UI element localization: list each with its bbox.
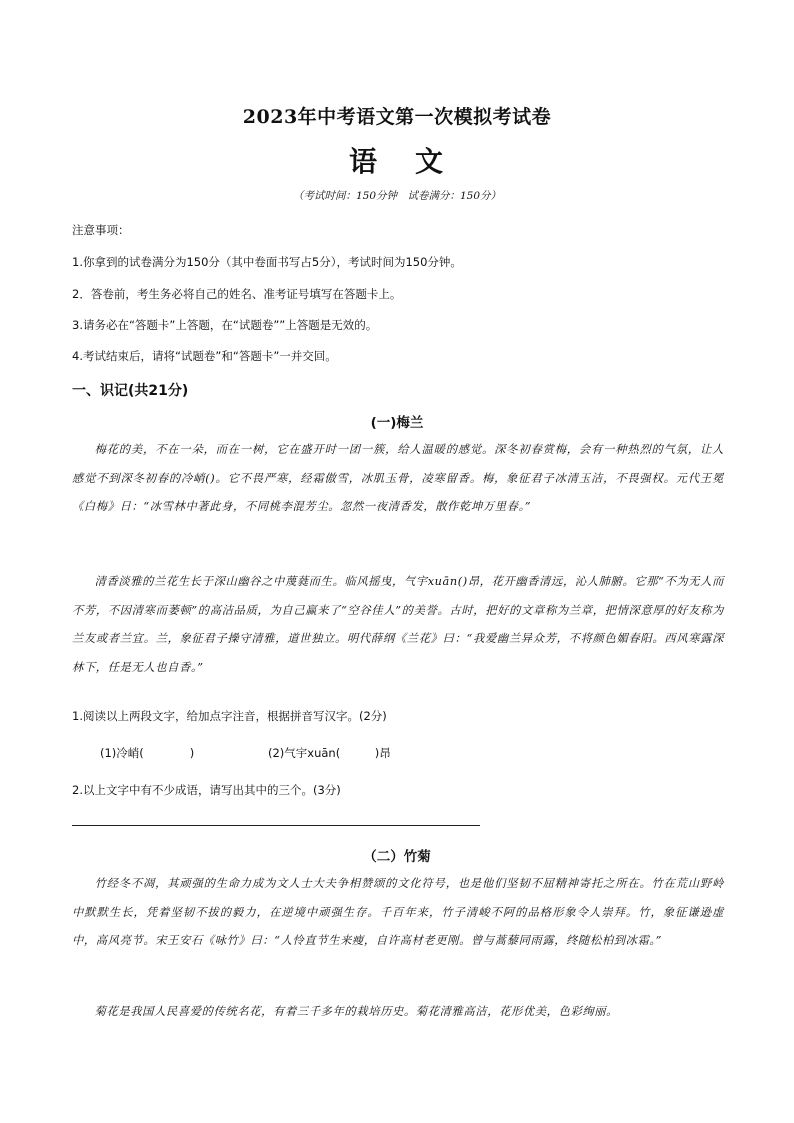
question-1-blanks — [100, 745, 391, 761]
part-title-bamboo-chrysanthemum: （二）竹菊 — [363, 849, 431, 865]
answer-line[interactable] — [72, 825, 480, 826]
question-2: 2.以上文字中有不少成语，请写出其中的三个。(3分) — [72, 783, 341, 797]
notice-item-3: 3.请务必在“答题卡”上答题，在“试题卷””上答题是无效的。 — [72, 318, 378, 332]
blank-2[interactable]: (2)气宇xuān( )昂 — [268, 746, 391, 760]
exam-info: （考试时间：150分钟 试卷满分：150分） — [292, 190, 502, 202]
paragraph-chrysanthemum: 菊花是我国人民喜爱的传统名花，有着三千多年的栽培历史。菊花清雅高洁，花形优美，色彩绚丽。 — [94, 1005, 619, 1018]
paragraph-bamboo: 竹经冬不凋，其顽强的生命力成为文人士大夫争相赞颂的文化符号，也是他们坚韧不屈精神寄托之所在。竹在荒山野岭中默默生长，凭着坚韧不拔的毅力，在逆境中顽强生存。千百年来，竹子清峻不阿的品格形象令人崇拜。竹，象征谦逊虚中，高风亮节。宋王安石《咏竹》曰：“人怜直节生来瘦，自许高材老更刚。曾与蒿藜同雨露，终随松柏到冰霜。” — [72, 877, 724, 947]
notice-heading: 注意事项： — [72, 223, 130, 237]
exam-title: 2023年中考语文第一次模拟考试卷 — [242, 106, 552, 128]
blank-1[interactable]: (1)冷峭( ) — [100, 746, 195, 760]
section-heading: 一、识记(共21分) — [72, 383, 189, 399]
question-1: 1.阅读以上两段文字，给加点字注音，根据拼音写汉字。(2分) — [72, 709, 387, 723]
paragraph-plum: 梅花的美，不在一朵，而在一树，它在盛开时一团一簇，给人温暖的感觉。深冬初春赏梅，会有一种热烈的气氛，让人感觉不到深冬初春的冷峭()。它不畏严寒，经霜傲雪，冰肌玉骨，凌寒留香。梅，象征君子冰清玉洁，不畏强权。元代王冕《白梅》日：“冰雪林中著此身，不同桃李混芳尘。忽然一夜清香发，散作乾坤万里春。” — [72, 443, 724, 513]
subject-title — [0, 140, 794, 180]
paragraph-orchid: 清香淡雅的兰花生长于深山幽谷之中蔑蕤而生。临风摇曳，气宇xuān()昂，花开幽香清远，沁人肺腑。它那“不为无人而不芳，不因清寒而萎顿”的高洁品质，为自己赢来了“空谷佳人”的美誉。古时，把好的文章称为兰章，把情深意厚的好友称为兰友或者兰宜。兰，象征君子操守清雅，道世独立。明代薛纲《兰花》曰：“我爱幽兰异众芳，不将颜色媚春阳。西风寒露深林下，任是无人也自香。” — [72, 575, 724, 674]
part-title-plum-orchid: (一)梅兰 — [370, 415, 424, 431]
notice-item-4: 4.考试结束后，请将“试题卷”和“答题卡”一并交回。 — [72, 349, 337, 363]
notice-item-1: 1.你拿到的试卷满分为150分（其中卷面书写占5分），考试时间为150分钟。 — [72, 255, 462, 269]
subject-char-left: 语 — [348, 145, 379, 178]
subject-char-right: 文 — [415, 145, 446, 178]
notice-item-2: 2．答卷前，考生务必将自己的姓名、准考证号填写在答题卡上。 — [72, 287, 402, 301]
